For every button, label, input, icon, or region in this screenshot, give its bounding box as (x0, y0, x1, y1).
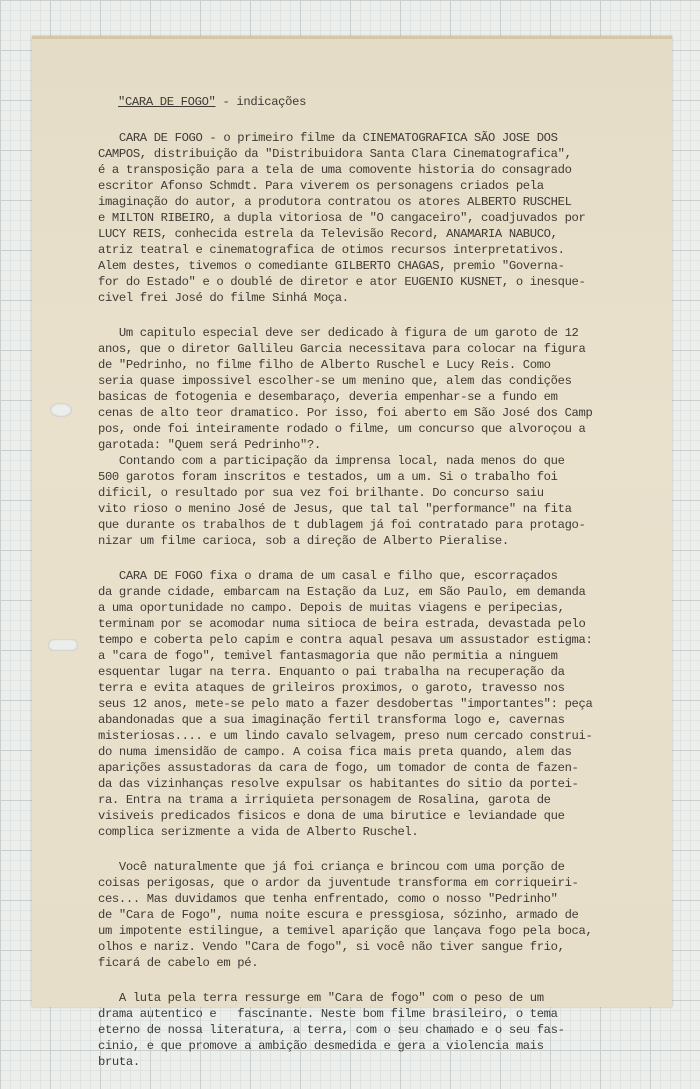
text-line: ra. Entra na trama a irriquieta personagem de Rosalina, garota de (98, 793, 551, 807)
text-line: de "Pedrinho, no filme filho de Alberto Ruschel e Lucy Reis. Como (98, 358, 551, 372)
paragraph-4 (98, 859, 638, 971)
text-line: da das vizinhanças resolve expulsar os habitantes do sitio da portei- (98, 777, 579, 791)
paragraph-2 (98, 325, 638, 549)
text-line: e MILTON RIBEIRO, a dupla vitoriosa de "O cangaceiro", coadjuvados por (98, 211, 586, 225)
text-line: anos, que o diretor Gallileu Garcia necessitava para colocar na figura (98, 342, 586, 356)
text-line: LUCY REIS, conhecida estrela da Televisão Record, ANAMARIA NABUCO, (98, 227, 558, 241)
text-line: cenas de alto teor dramatico. Por isso, foi aberto em São José dos Camp (98, 406, 593, 420)
text-line: é a transposição para a tela de uma comovente historia do consagrado (98, 163, 572, 177)
text-line: CARA DE FOGO fixa o drama de um casal e filho que, escorraçados (98, 569, 558, 583)
text-line: basicas de fotogenia e desembaraço, deveria empenhar-se a fundo em (98, 390, 558, 404)
text-line: aparições assustadoras da cara de fogo, um tomador de conta de fazen- (98, 761, 579, 775)
text-line: um impotente estilingue, a temivel aparição que lançava fogo pela boca, (98, 924, 593, 938)
text-line: Contando com a participação da imprensa local, nada menos do que (98, 454, 565, 468)
text-line: drama autentico e fascinante. Neste bom filme brasileiro, o tema (98, 1007, 558, 1021)
paragraph-1 (98, 130, 638, 306)
text-line: terminam por se acomodar numa sitioca de beira estrada, devastada pelo (98, 617, 586, 631)
text-line: a "cara de fogo", temivel fantasmagoria que não permitia a ninguem (98, 649, 558, 663)
text-line: vito rioso o menino José de Jesus, que tal tal "performance" na fita (98, 502, 572, 516)
text-line: complica serizmente a vida de Alberto Ruschel. (98, 825, 419, 839)
text-line: bruta. (98, 1055, 140, 1069)
title-underlined: "CARA DE FOGO" (118, 95, 216, 109)
text-line: tempo e coberta pelo capim e contra aqual pesava um assustador estigma: (98, 633, 593, 647)
typed-text-body (98, 94, 638, 1089)
text-line: terra e evita ataques de grileiros proximos, o garoto, travesso nos (98, 681, 565, 695)
text-line: que durante os trabalhos de t dublagem já foi contratado para protago- (98, 518, 586, 532)
text-line: da grande cidade, embarcam na Estação da Luz, em São Paulo, em demanda (98, 585, 586, 599)
text-line: imaginação do autor, a produtora contratou os atores ALBERTO RUSCHEL (98, 195, 572, 209)
text-line: esquentar lugar na terra. Enquanto o pai trabalha na recuperação da (98, 665, 565, 679)
text-line: civel frei José do filme Sinhá Moça. (98, 291, 349, 305)
text-line: seus 12 anos, mete-se pelo mato a fazer desdobertas "importantes": peça (98, 697, 593, 711)
text-line: A luta pela terra ressurge em "Cara de fogo" com o peso de um (98, 991, 544, 1005)
text-line: pos, onde foi inteiramente rodado o filme, um concurso que alvoroçou a (98, 422, 586, 436)
text-line: coisas perigosas, que o ardor da juventude transforma em corriqueiri- (98, 876, 579, 890)
text-line: Um capitulo especial deve ser dedicado à figura de um garoto de 12 (98, 326, 579, 340)
document-title (118, 94, 638, 110)
title-rest: - indicações (215, 95, 307, 109)
punch-hole (48, 639, 78, 651)
text-line: for do Estado" e o doublé de diretor e ator EUGENIO KUSNET, o inesque- (98, 275, 586, 289)
paragraphs (98, 130, 638, 1070)
text-line: garotada: "Quem será Pedrinho"?. (98, 438, 321, 452)
text-line: eterno de nossa literatura, a terra, com o seu chamado e o seu fas- (98, 1023, 565, 1037)
text-line: dificil, o resultado por sua vez foi brilhante. Do concurso saiu (98, 486, 544, 500)
text-line: CAMPOS, distribuição da "Distribuidora Santa Clara Cinematografica", (98, 147, 572, 161)
text-line: abandonadas que a sua imaginação fertil transforma logo e, cavernas (98, 713, 565, 727)
text-line: Alem destes, tivemos o comediante GILBERTO CHAGAS, premio "Governa- (98, 259, 565, 273)
text-line: atriz teatral e cinematografica de otimos recursos interpretativos. (98, 243, 565, 257)
text-line: ficará de cabelo em pé. (98, 956, 259, 970)
text-line: 500 garotos foram inscritos e testados, um a um. Si o trabalho foi (98, 470, 558, 484)
text-line: de "Cara de Fogo", numa noite escura e pressgiosa, sózinho, armado de (98, 908, 579, 922)
text-line: visiveis predicados fisicos e dona de uma birutice e leviandade que (98, 809, 565, 823)
text-line: CARA DE FOGO - o primeiro filme da CINEMATOGRAFICA SÃO JOSE DOS (98, 131, 558, 145)
text-line: escritor Afonso Schmdt. Para viverem os personagens criados pela (98, 179, 544, 193)
text-line: nizar um filme carioca, sob a direção de Alberto Pieralise. (98, 534, 509, 548)
text-line: olhos e nariz. Vendo "Cara de fogo", si você não tiver sangue frio, (98, 940, 565, 954)
text-line: Você naturalmente que já foi criança e brincou com uma porção de (98, 860, 565, 874)
text-line: a uma oportunidade no campo. Depois de muitas viagens e peripecias, (98, 601, 565, 615)
text-line: do numa imensidão de campo. A coisa fica mais preta quando, alem das (98, 745, 572, 759)
punch-hole (50, 403, 72, 417)
text-line: misteriosas.... e um lindo cavalo selvagem, preso num cercado construi- (98, 729, 593, 743)
text-line: ces... Mas duvidamos que tenha enfrentado, como o nosso "Pedrinho" (98, 892, 558, 906)
text-line: cinio, e que promove a ambição desmedida e gera a violencia mais (98, 1039, 544, 1053)
paragraph-5 (98, 990, 638, 1070)
text-line: seria quase impossivel escolher-se um menino que, alem das condições (98, 374, 572, 388)
paragraph-3 (98, 568, 638, 840)
